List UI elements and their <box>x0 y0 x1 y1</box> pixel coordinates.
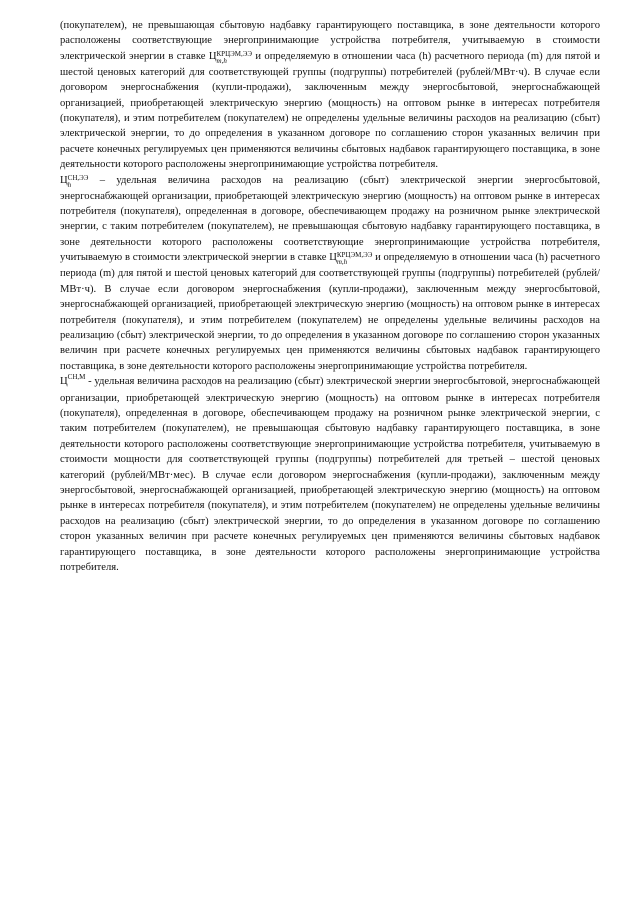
paragraph-3-text-a: - удельная величина расходов на реализацию (сбыт) электрической энергии энергосбытовой, энергоснабжающей организации, приобретающей электрическую энергию (мощность) на оптовом рынке в интересах потребителя (покупателя), определенная в договоре, обеспечивающем продажу на розничном рынке электрической энергии, с таким потребителем (покупателем), не превышающая сбытовую надбавку гарантирующего поставщика, в зоне деятельности которого расположены соответствующие энергопринимающие устройства потребителя, учитываемую в стоимости мощности для соответствующей группы (подгруппы) потребителей для третьей – шестой ценовых категорий (рублей/МВт·мес). В случае если договором энергоснабжения (купли-продажи), заключенным между энергосбытовой, энергоснабжающей организацией, приобретающей электрическую энергию (мощность) на оптовом рынке в интересах потребителя (покупателя), и этим потребителем (покупателем) не определены удельные величины расходов на реализацию (сбыт) электрической энергии, то до определения в указанном договоре по соглашению сторон указанных величин при расчете конечных регулируемых цен применяются величины сбытовых надбавок гарантирующего поставщика, в зоне деятельности которого расположены энергопринимающие устройства потребителя. <box>60 376 600 573</box>
paragraph-1 <box>60 18 600 173</box>
document-page <box>60 18 600 575</box>
lead-symbol-sn-m: $Ц^{СН,М}$ <box>60 373 86 388</box>
rate-symbol-krcem-ee-2: Ц КРЦЭМ,ЭЭ m,h <box>329 251 373 267</box>
paragraph-1-text-a: (покупателем), не превышающая сбытовую надбавку гарантирующего поставщика, в зоне деятельности которого расположены соответствующие энергопринимающие устройства потребителя, учитываемую в стоимости электрической энергии в ставке <box>60 20 600 62</box>
paragraph-3 <box>60 374 600 575</box>
rate-symbol-krcem-ee: Ц КРЦЭМ,ЭЭ m,h <box>208 49 252 65</box>
paragraph-1-text-b: и определяемую в отношении часа (h) расчетного периода (m) для пятой и шестой ценовых категорий для соответствующей группы (подгруппы) потребителей (рублей/МВт·ч). В случае если договором энергоснабжения (купли-продажи), заключенным между энергосбытовой, энергоснабжающей организацией, приобретающей электрическую энергию (мощность) на оптовом рынке в интересах потребителя (покупателя), и этим потребителем (покупателем) не определены удельные величины расходов на реализацию (сбыт) электрической энергии, то до определения в указанном договоре по соглашению сторон указанных величин при расчете конечных регулируемых цен применяются величины сбытовых надбавок гарантирующего поставщика, в зоне деятельности которого расположены энергопринимающие устройства потребителя. <box>60 50 600 171</box>
paragraph-2-text-b: и определяемую в отношении часа (h) расчетного периода (m) для пятой и шестой ценовых категорий для соответствующей группы (подгруппы) потребителей (рублей/МВт·ч). В случае если договором энергоснабжения (купли-продажи), заключенным между энергосбытовой, энергоснабжающей организацией, приобретающей электрическую энергию (мощность) на оптовом рынке в интересах потребителя (покупателя), и этим потребителем (покупателем) не определены удельные величины расходов на реализацию (сбыт) электрической энергии, то до определения в указанном договоре по соглашению сторон указанных величин при расчете конечных регулируемых цен применяются величины сбытовых надбавок гарантирующего поставщика, в зоне деятельности которого расположены энергопринимающие устройства потребителя. <box>60 252 600 372</box>
paragraph-2-text-a: – удельная величина расходов на реализацию (сбыт) электрической энергии энергосбытовой, энергоснабжающей организации, приобретающей электрическую энергию (мощность) на оптовом рынке в интересах потребителя (покупателя), определенная в договоре, обеспечивающем продажу на розничном рынке электрической энергии, с таким потребителем (покупателем), не превышающая сбытовую надбавку гарантирующего поставщика, в зоне деятельности которого расположены соответствующие энергопринимающие устройства потребителя, учитываемую в стоимости электрической энергии в ставке <box>60 174 600 264</box>
paragraph-2 <box>60 173 600 374</box>
lead-symbol-sn-ee: Ц СН,ЭЭ h <box>60 173 89 189</box>
